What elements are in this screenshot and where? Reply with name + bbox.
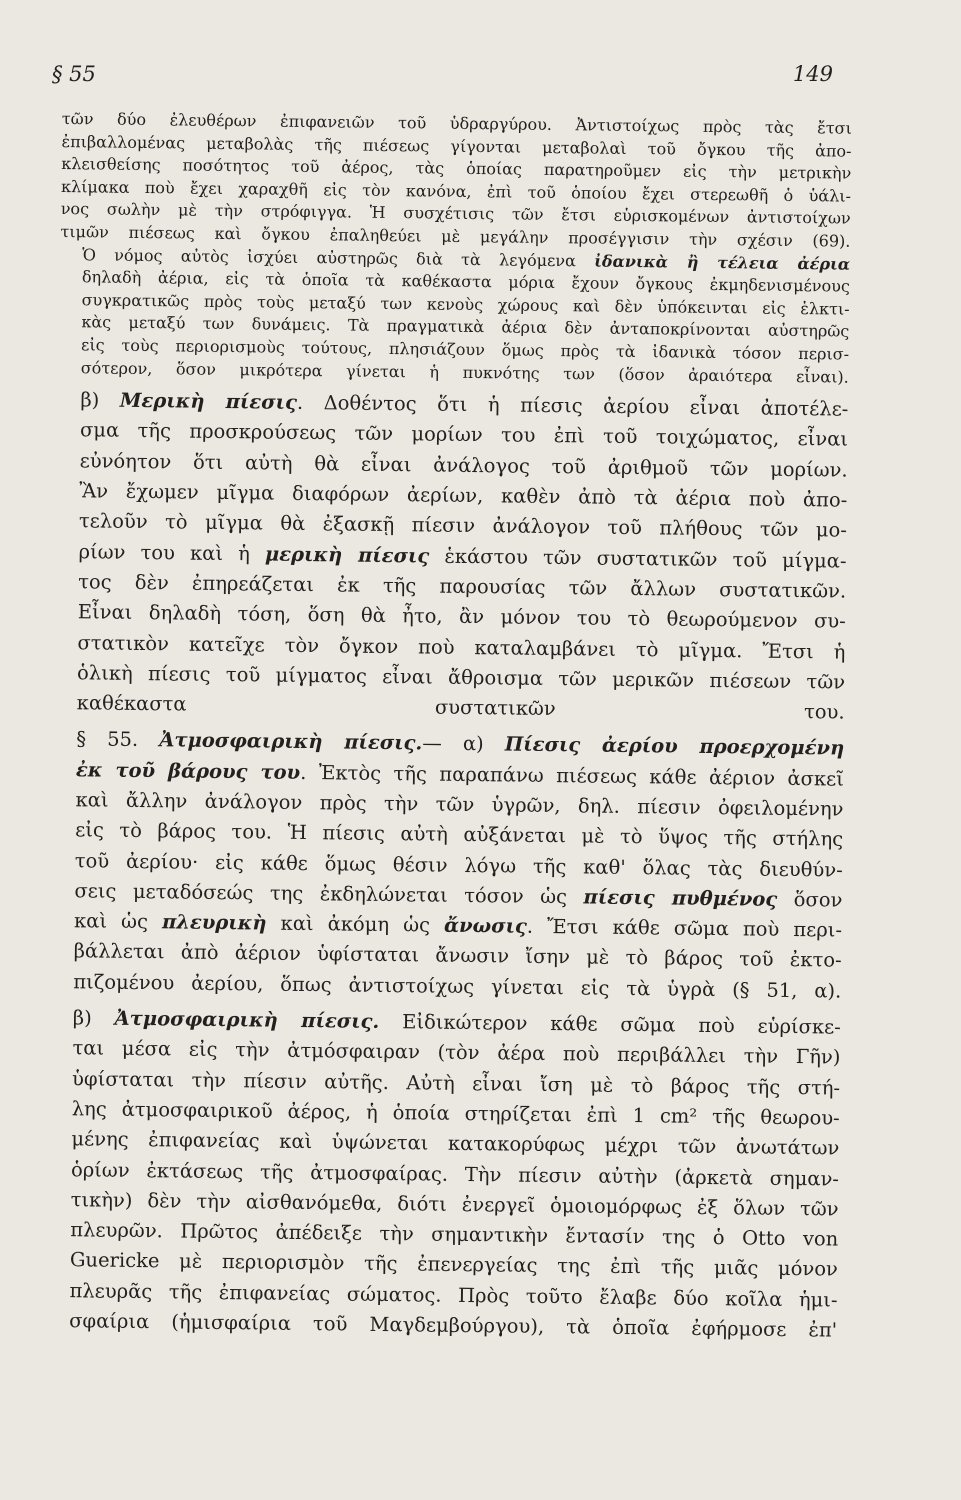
text-line: κλίμακα ποὺ ἔχει χαραχθῆ εἰς τὸν κανόνα, ἐπὶ τοῦ ὁποίου ἔχει στερεωθῆ ὁ ὑάλι- [60, 176, 852, 206]
text-line: δηλαδὴ ἀέρια, εἰς τὰ ὁποῖα τὰ καθέκαστα μόρια ἔχουν ὄγκους ἐκμηδενισμένους [81, 267, 850, 296]
text-line: ἐκ τοῦ βάρους του. Ἐκτὸς τῆς παραπάνω πιέσεως κάθε ἀέριον ἀσκεῖ [75, 757, 845, 791]
text-line: ἐπιβαλλομένας μεταβολὰς τῆς πιέσεως γίγονται μεταβολαὶ τοῦ ὄγκου τῆς ἀπο- [61, 131, 852, 161]
text-line: ρίων του καὶ ἡ μερικὴ πίεσις ἑκάστου τῶν συστατικῶν τοῦ μίγμα- [78, 539, 847, 573]
text-line: εἰς τὸ βάρος του. Ἡ πίεσις αὐτὴ αὐξάνεται μὲ τὸ ὕψος τῆς στήλης [75, 818, 844, 851]
text-line: ὑφίσταται τὴν πίεσιν αὐτῆς. Αὐτὴ εἶναι ἴση μὲ τὸ βάρος τῆς στή- [72, 1066, 841, 1100]
text-line: κὰς μεταξύ των δυνάμεις. Τὰ πραγματικὰ ἀέρια δὲν ἀνταποκρίνονται αὐστηρῶς [81, 312, 850, 341]
text-line: κλεισθείσης ποσότητος τοῦ ἀέρος, τὰς ὁποίας παρατηροῦμεν εἰς τὴν μετρικὴν [61, 154, 852, 183]
section-marker: § 55 [52, 62, 96, 86]
text-line: Guericke μὲ περιορισμὸν τῆς ἐπενεργείας της ἐπὶ τῆς μιᾶς μόνον [69, 1248, 839, 1282]
text-line: ται μέσα εἰς τὴν ἀτμόσφαιραν (τὸν ἀέρα ποὺ περιβάλλει τὴν Γῆν) [72, 1036, 841, 1069]
text-line: Εἶναι δηλαδὴ τόση, ὅση θὰ ἦτο, ἂν μόνον του τὸ θεωρούμενον συ- [77, 600, 846, 633]
text-line: νος σωλὴν μὲ τὴν στρόφιγγα. Ἡ συσχέτισις τῶν ἔτσι εὑρισκομένων ἀντιστοίχων [60, 199, 851, 229]
paragraph-ideal-gases [59, 244, 851, 389]
text-line: καὶ ἄλλην ἀνάλογον πρὸς τὴν τῶν ὑγρῶν, δηλ. πίεσιν ὀφειλομένην [75, 788, 844, 821]
text-line: τῶν δύο ἐλευθέρων ἐπιφανειῶν τοῦ ὑδραργύρου. Ἀντιστοίχως πρὸς τὰς ἔτσι [61, 108, 852, 138]
paragraph-partial-pressure [55, 385, 849, 728]
body-text [47, 108, 852, 1346]
text-line: σότερον, ὅσον μικρότερα γίνεται ἡ πυκνότης των (ὅσον ἀραιότερα εἶναι). [80, 357, 849, 387]
text-line: εὐνόητον ὅτι αὐτὴ θὰ εἶναι ἀνάλογος τοῦ ἀριθμοῦ τῶν μορίων. [79, 448, 848, 482]
text-line: β) Μερικὴ πίεσις. Δοθέντος ὅτι ἡ πίεσις ἀερίου εἶναι ἀποτέλε- [80, 388, 849, 421]
text-line: τοῦ ἀερίου· εἰς κάθε ὅμως θέσιν λόγω τῆς καθ' ὅλας τὰς διευθύν- [74, 848, 843, 882]
text-line: πλευρῶν. Πρῶτος ἀπέδειξε τὴν σημαντικὴν ἔντασίν της ὁ Otto von [70, 1218, 839, 1251]
text-line: μένης ἐπιφανείας καὶ ὑψώνεται κατακορύφως μέχρι τῶν ἀνωτάτων [71, 1127, 840, 1160]
text-line: τελοῦν τὸ μῖγμα θὰ ἐξασκῇ πίεσιν ἀνάλογον τοῦ πλήθους τῶν μο- [78, 509, 848, 542]
paragraph-section-55-gas-weight [51, 724, 844, 1006]
text-line: καθέκαστα συστατικῶν του. [76, 691, 845, 724]
text-line: συγκρατικῶς πρὸς τοὺς μεταξύ των κενοὺς χώρους καὶ δὲν ὑπόκεινται εἰς ἑλκτι- [81, 290, 850, 319]
text-line: καὶ ὡς πλευρικὴ καὶ ἀκόμη ὡς ἄνωσις. Ἔτσι κάθε σῶμα ποὺ περι- [73, 909, 843, 942]
page-number: 149 [792, 62, 833, 86]
text-line: βάλλεται ἀπὸ ἀέριον ὑφίσταται ἄνωσιν ἴσην μὲ τὸ βάρος τοῦ ἐκτο- [73, 939, 842, 973]
text-line: εἰς τοὺς περιορισμοὺς τούτους, πλησιάζουν ὅμως πρὸς τὰ ἰδανικὰ τόσον περισ- [80, 335, 850, 364]
text-line: τιμῶν πιέσεως καὶ ὄγκου ἐπαληθεύει μὲ μεγάλην προσέγγισιν τὴν σχέσιν (69). [60, 221, 851, 251]
text-line: λης ἀτμοσφαιρικοῦ ἀέρος, ἡ ὁποία στηρίζεται ἐπὶ 1 cm² τῆς θεωρου- [71, 1097, 840, 1130]
text-line: τος δὲν ἐπηρεάζεται ἐκ τῆς παρουσίας τῶν ἄλλων συστατικῶν. [78, 570, 847, 603]
text-line: σεις μεταδόσεώς της ἐκδηλώνεται τόσον ὡς πίεσις πυθμένος ὅσον [74, 879, 843, 912]
text-line: στατικὸν κατεῖχε τὸν ὄγκον ποὺ καταλαμβάνει τὸ μῖγμα. Ἔτσι ἡ [77, 630, 846, 664]
paragraph-atmospheric-pressure [47, 1003, 841, 1346]
text-line: β) Ἀτμοσφαιρικὴ πίεσις. Εἰδικώτερον κάθε σῶμα ποὺ εὑρίσκε- [72, 1006, 841, 1039]
text-line: σφαίρια (ἡμισφαίρια τοῦ Μαγδεμβούργου), τὰ ὁποῖα ἐφήρμοσε ἐπ' [69, 1309, 838, 1342]
text-line: σμα τῆς προσκρούσεως τῶν μορίων του ἐπὶ τοῦ τοιχώματος, εἶναι [79, 418, 849, 452]
text-line: § 55. Ἀτμοσφαιρικὴ πίεσις.— α) Πίεσις ἀερίου προερχομένη [76, 727, 845, 760]
text-line: Ἂν ἔχωμεν μῖγμα διαφόρων ἀερίων, καθὲν ἀπὸ τὰ ἀέρια ποὺ ἀπο- [79, 479, 848, 512]
text-line: τικὴν) δὲν τὴν αἰσθανόμεθα, διότι ἐνεργεῖ ὁμοιομόρφως ἐξ ὅλων τῶν [70, 1188, 839, 1221]
text-line: ὁλικὴ πίεσις τοῦ μίγματος εἶναι ἄθροισμα τῶν μερικῶν πιέσεων τῶν [76, 661, 846, 694]
paragraph-boyle-measurement [60, 108, 852, 253]
text-line: Ὁ νόμος αὐτὸς ἰσχύει αὐστηρῶς διὰ τὰ λεγόμενα ἰδανικὰ ἢ τέλεια ἀέρια [82, 244, 851, 274]
text-line: πιζομένου ἀερίου, ὅπως ἀντιστοίχως γίνεται εἰς τὰ ὑγρὰ (§ 51, α). [73, 969, 842, 1003]
text-line: ὁρίων ἐκτάσεως τῆς ἀτμοσφαίρας. Τὴν πίεσιν αὐτὴν (ἀρκετὰ σημαν- [70, 1157, 840, 1191]
text-line: πλευρᾶς τῆς ἐπιφανείας σώματος. Πρὸς τοῦτο ἔλαβε δύο κοῖλα ἡμι- [69, 1278, 838, 1312]
running-header [52, 62, 833, 86]
